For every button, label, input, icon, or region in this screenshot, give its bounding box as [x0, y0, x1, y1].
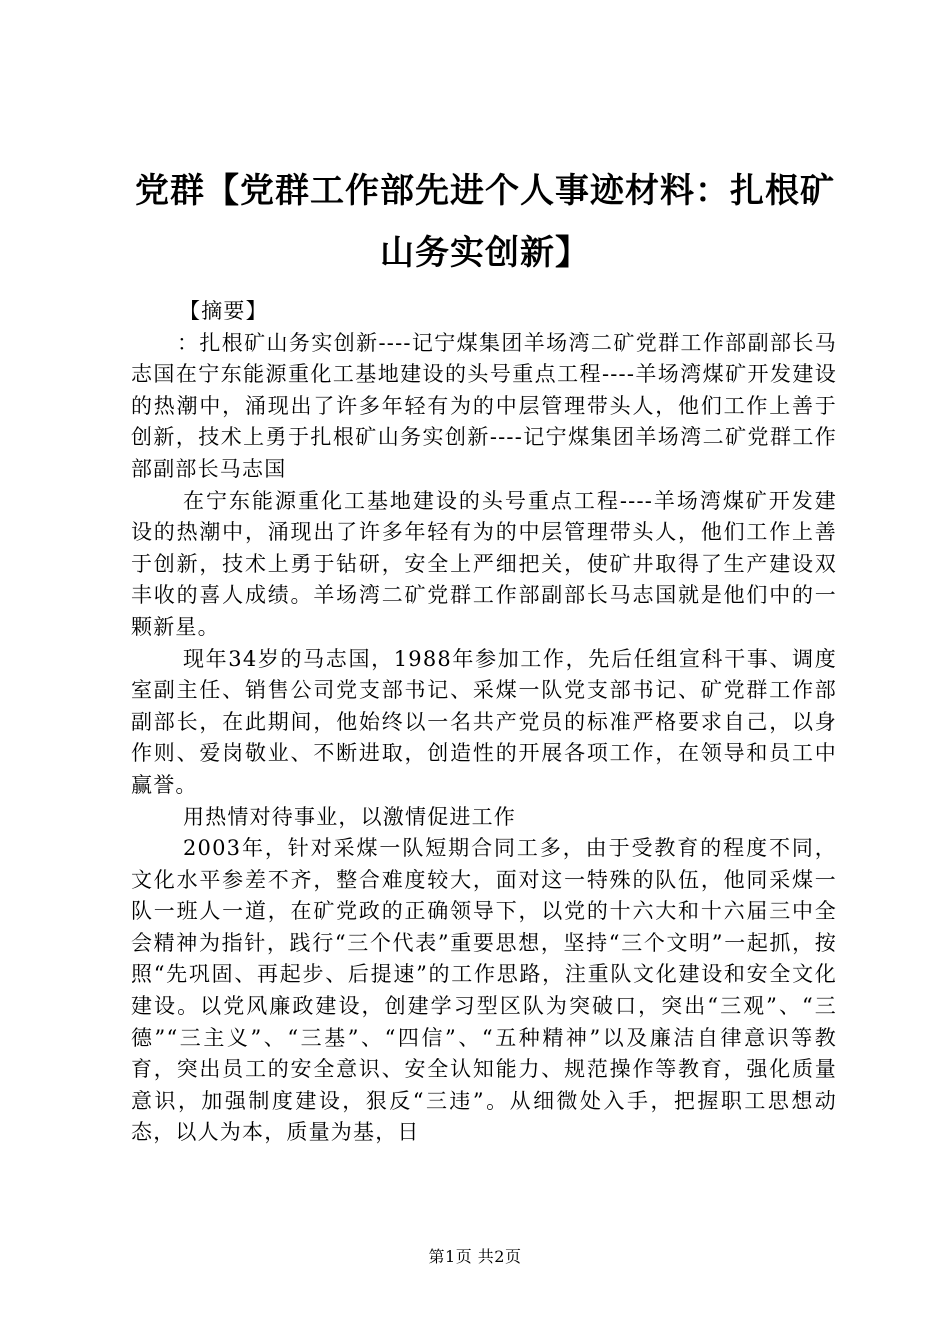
paragraph-2003: 2003年，针对采煤一队短期合同工多，由于受教育的程度不同，文化水平参差不齐，整合难度较大，面对这一特殊的队伍，他同采煤一队一班人一道，在矿党政的正确领导下，以党的十六大和十六届三中全会精神为指针，践行“三个代表”重要思想，坚持“三个文明”一起抓，按照“先巩固、再起步、后提速”的工作思路，注重队文化建设和安全文化建设。以党风廉政建设，创建学习型区队为突破口，突出“三观”、“三德”“三主义”、“三基”、“四信”、“五种精神”以及廉洁自律意识等教育，突出员工的安全意识、安全认知能力、规范操作等教育，强化质量意识，加强制度建设，狠反“三违”。从细微处入手，把握职工思想动态，以人为本，质量为基，日	[131, 836, 837, 1145]
document-body	[131, 296, 837, 1149]
paragraph-intro: 在宁东能源重化工基地建设的头号重点工程----羊场湾煤矿开发建设的热潮中，涌现出了许多年轻有为的中层管理带头人，他们工作上善于创新，技术上勇于钻研，安全上严细把关，使矿井取得了生产建设双丰收的喜人成绩。羊场湾二矿党群工作部副部长马志国就是他们中的一颗新星。	[131, 488, 837, 639]
paragraph-profile: 现年34岁的马志国，1988年参加工作，先后任组宣科干事、调度室副主任、销售公司党支部书记、采煤一队党支部书记、矿党群工作部副部长，在此期间，他始终以一名共产党员的标准严格要求自己，以身作则、爱岗敬业、不断进取，创造性的开展各项工作，在领导和员工中赢誉。	[131, 646, 837, 797]
page-footer: 第1页 共2页	[428, 1247, 522, 1266]
document-title: 党群【党群工作部先进个人事迹材料：扎根矿山务实创新】	[135, 171, 835, 273]
paragraph-abstract: ：扎根矿山务实创新----记宁煤集团羊场湾二矿党群工作部副部长马志国在宁东能源重化工基地建设的头号重点工程----羊场湾煤矿开发建设的热潮中，涌现出了许多年轻有为的中层管理带头人，他们工作上善于创新，技术上勇于扎根矿山务实创新----记宁煤集团羊场湾二矿党群工作部副部长马志国	[131, 330, 837, 481]
section-heading: 用热情对待事业，以激情促进工作	[183, 804, 516, 829]
abstract-label: 【摘要】	[179, 299, 268, 323]
